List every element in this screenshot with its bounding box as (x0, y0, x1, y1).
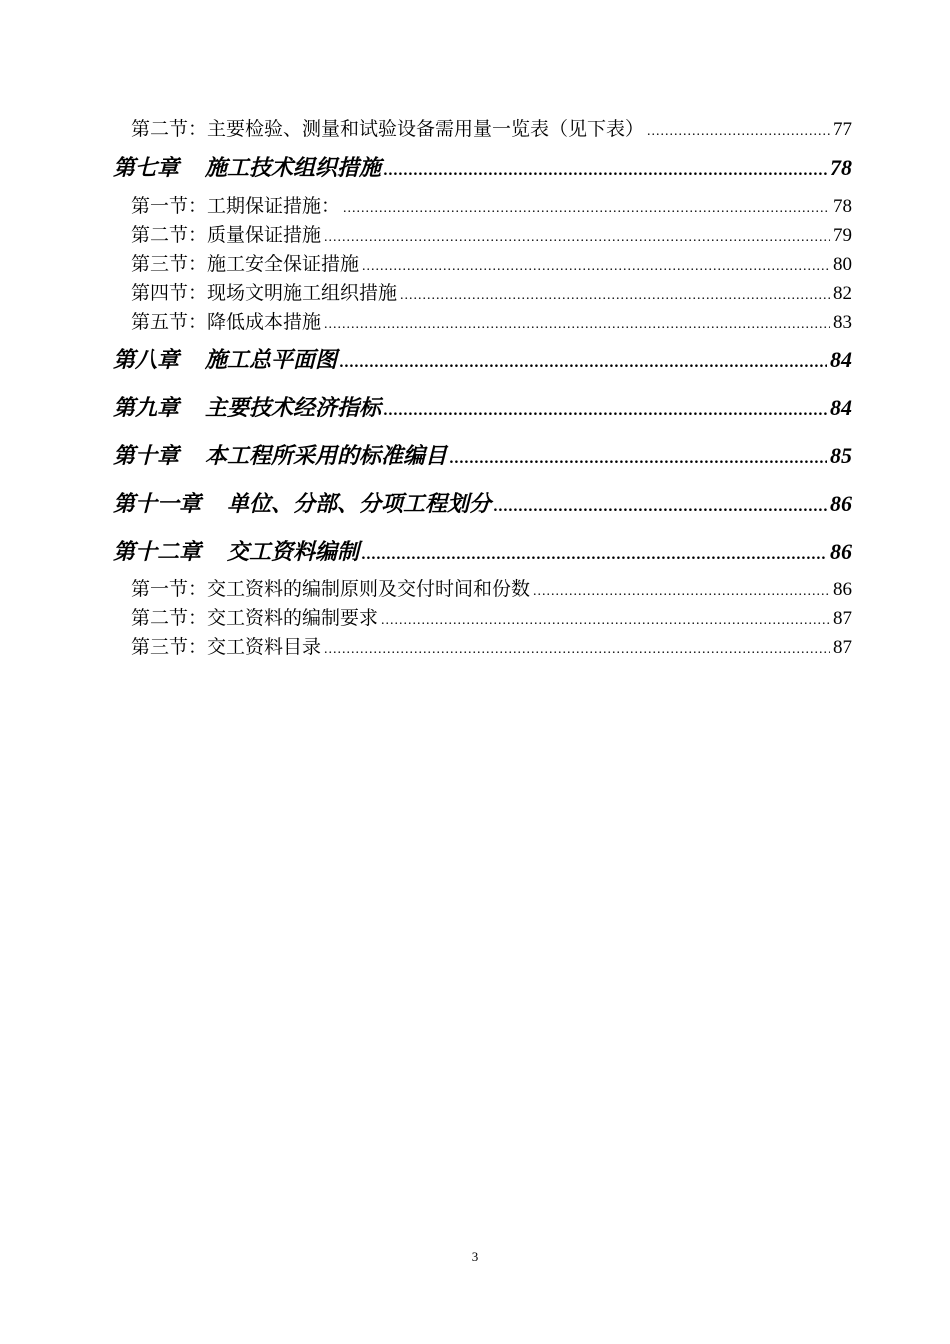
toc-entry-label: 第三节：交工资料目录 (131, 637, 322, 658)
toc-section-handover-catalog[interactable] (131, 635, 852, 661)
toc-chapter-heading (113, 441, 447, 471)
chapter-title: 交工资料编制 (227, 539, 360, 564)
toc-section-civilized-construction[interactable] (131, 281, 852, 307)
dot-leader (324, 225, 830, 251)
toc-section-quality-guarantee[interactable] (131, 223, 852, 249)
toc-page-number: 87 (833, 608, 852, 629)
toc-page-number: 86 (833, 579, 852, 600)
chapter-number: 第十章 (113, 443, 180, 468)
toc-section-safety-guarantee[interactable] (131, 252, 852, 278)
toc-chapter-9[interactable] (113, 393, 852, 423)
toc-page-number: 84 (830, 395, 852, 420)
dot-leader (362, 254, 830, 280)
toc-chapter-8[interactable] (113, 345, 852, 375)
toc-page-number: 82 (833, 283, 852, 304)
toc-page-number: 78 (830, 155, 852, 180)
toc-page-number: 85 (830, 443, 852, 468)
toc-entry-label: 第二节：主要检验、测量和试验设备需用量一览表（见下表） (131, 119, 645, 140)
toc-section-equipment-list[interactable] (131, 117, 852, 143)
toc-chapter-heading (113, 489, 491, 519)
chapter-title: 本工程所采用的标准编目 (205, 443, 448, 468)
dot-leader (381, 608, 830, 634)
dot-leader (384, 156, 827, 186)
chapter-title: 主要技术经济指标 (205, 395, 382, 420)
page-number: 3 (471, 1249, 479, 1264)
dot-leader (494, 492, 827, 522)
toc-chapter-heading (113, 345, 337, 375)
dot-leader (533, 579, 830, 605)
toc-page-number: 84 (830, 347, 852, 372)
toc-entry-label: 第四节：现场文明施工组织措施 (131, 283, 398, 304)
toc-chapter-12[interactable] (113, 537, 852, 567)
toc-page-number: 80 (833, 254, 852, 275)
toc-page-number: 87 (833, 637, 852, 658)
toc-entry-label: 第一节：工期保证措施： (131, 196, 341, 217)
dot-leader (324, 637, 830, 663)
toc-page-number: 77 (833, 119, 852, 140)
toc-section-cost-reduction[interactable] (131, 310, 852, 336)
chapter-title: 施工技术组织措施 (205, 155, 382, 180)
toc-chapter-7[interactable] (113, 153, 852, 183)
chapter-number: 第八章 (113, 347, 180, 372)
chapter-number: 第十一章 (113, 491, 202, 516)
chapter-title: 单位、分部、分项工程划分 (227, 491, 492, 516)
chapter-number: 第九章 (113, 395, 180, 420)
dot-leader (384, 396, 827, 426)
dot-leader (343, 196, 830, 222)
dot-leader (400, 283, 830, 309)
toc-chapter-heading (113, 153, 381, 183)
dot-leader (450, 444, 827, 474)
toc-page-number: 83 (833, 312, 852, 333)
dot-leader (647, 119, 830, 145)
toc-chapter-10[interactable] (113, 441, 852, 471)
toc-entry-label: 第五节：降低成本措施 (131, 312, 322, 333)
dot-leader (362, 540, 827, 570)
toc-section-handover-principles[interactable] (131, 577, 852, 603)
toc-page-number: 79 (833, 225, 852, 246)
chapter-number: 第十二章 (113, 539, 202, 564)
toc-section-schedule-guarantee[interactable] (131, 194, 852, 220)
toc-entry-label: 第二节：交工资料的编制要求 (131, 608, 379, 629)
toc-entry-label: 第三节：施工安全保证措施 (131, 254, 360, 275)
toc-entry-label: 第一节：交工资料的编制原则及交付时间和份数 (131, 579, 531, 600)
dot-leader (324, 312, 830, 338)
toc-page-number: 86 (830, 491, 852, 516)
toc-chapter-11[interactable] (113, 489, 852, 519)
toc-chapter-heading (113, 393, 381, 423)
toc-section-handover-requirements[interactable] (131, 606, 852, 632)
chapter-title: 施工总平面图 (205, 347, 338, 372)
dot-leader (340, 348, 827, 378)
toc-page-number: 86 (830, 539, 852, 564)
toc-page-number: 78 (833, 196, 852, 217)
toc-entry-label: 第二节：质量保证措施 (131, 225, 322, 246)
chapter-number: 第七章 (113, 155, 180, 180)
toc-chapter-heading (113, 537, 359, 567)
